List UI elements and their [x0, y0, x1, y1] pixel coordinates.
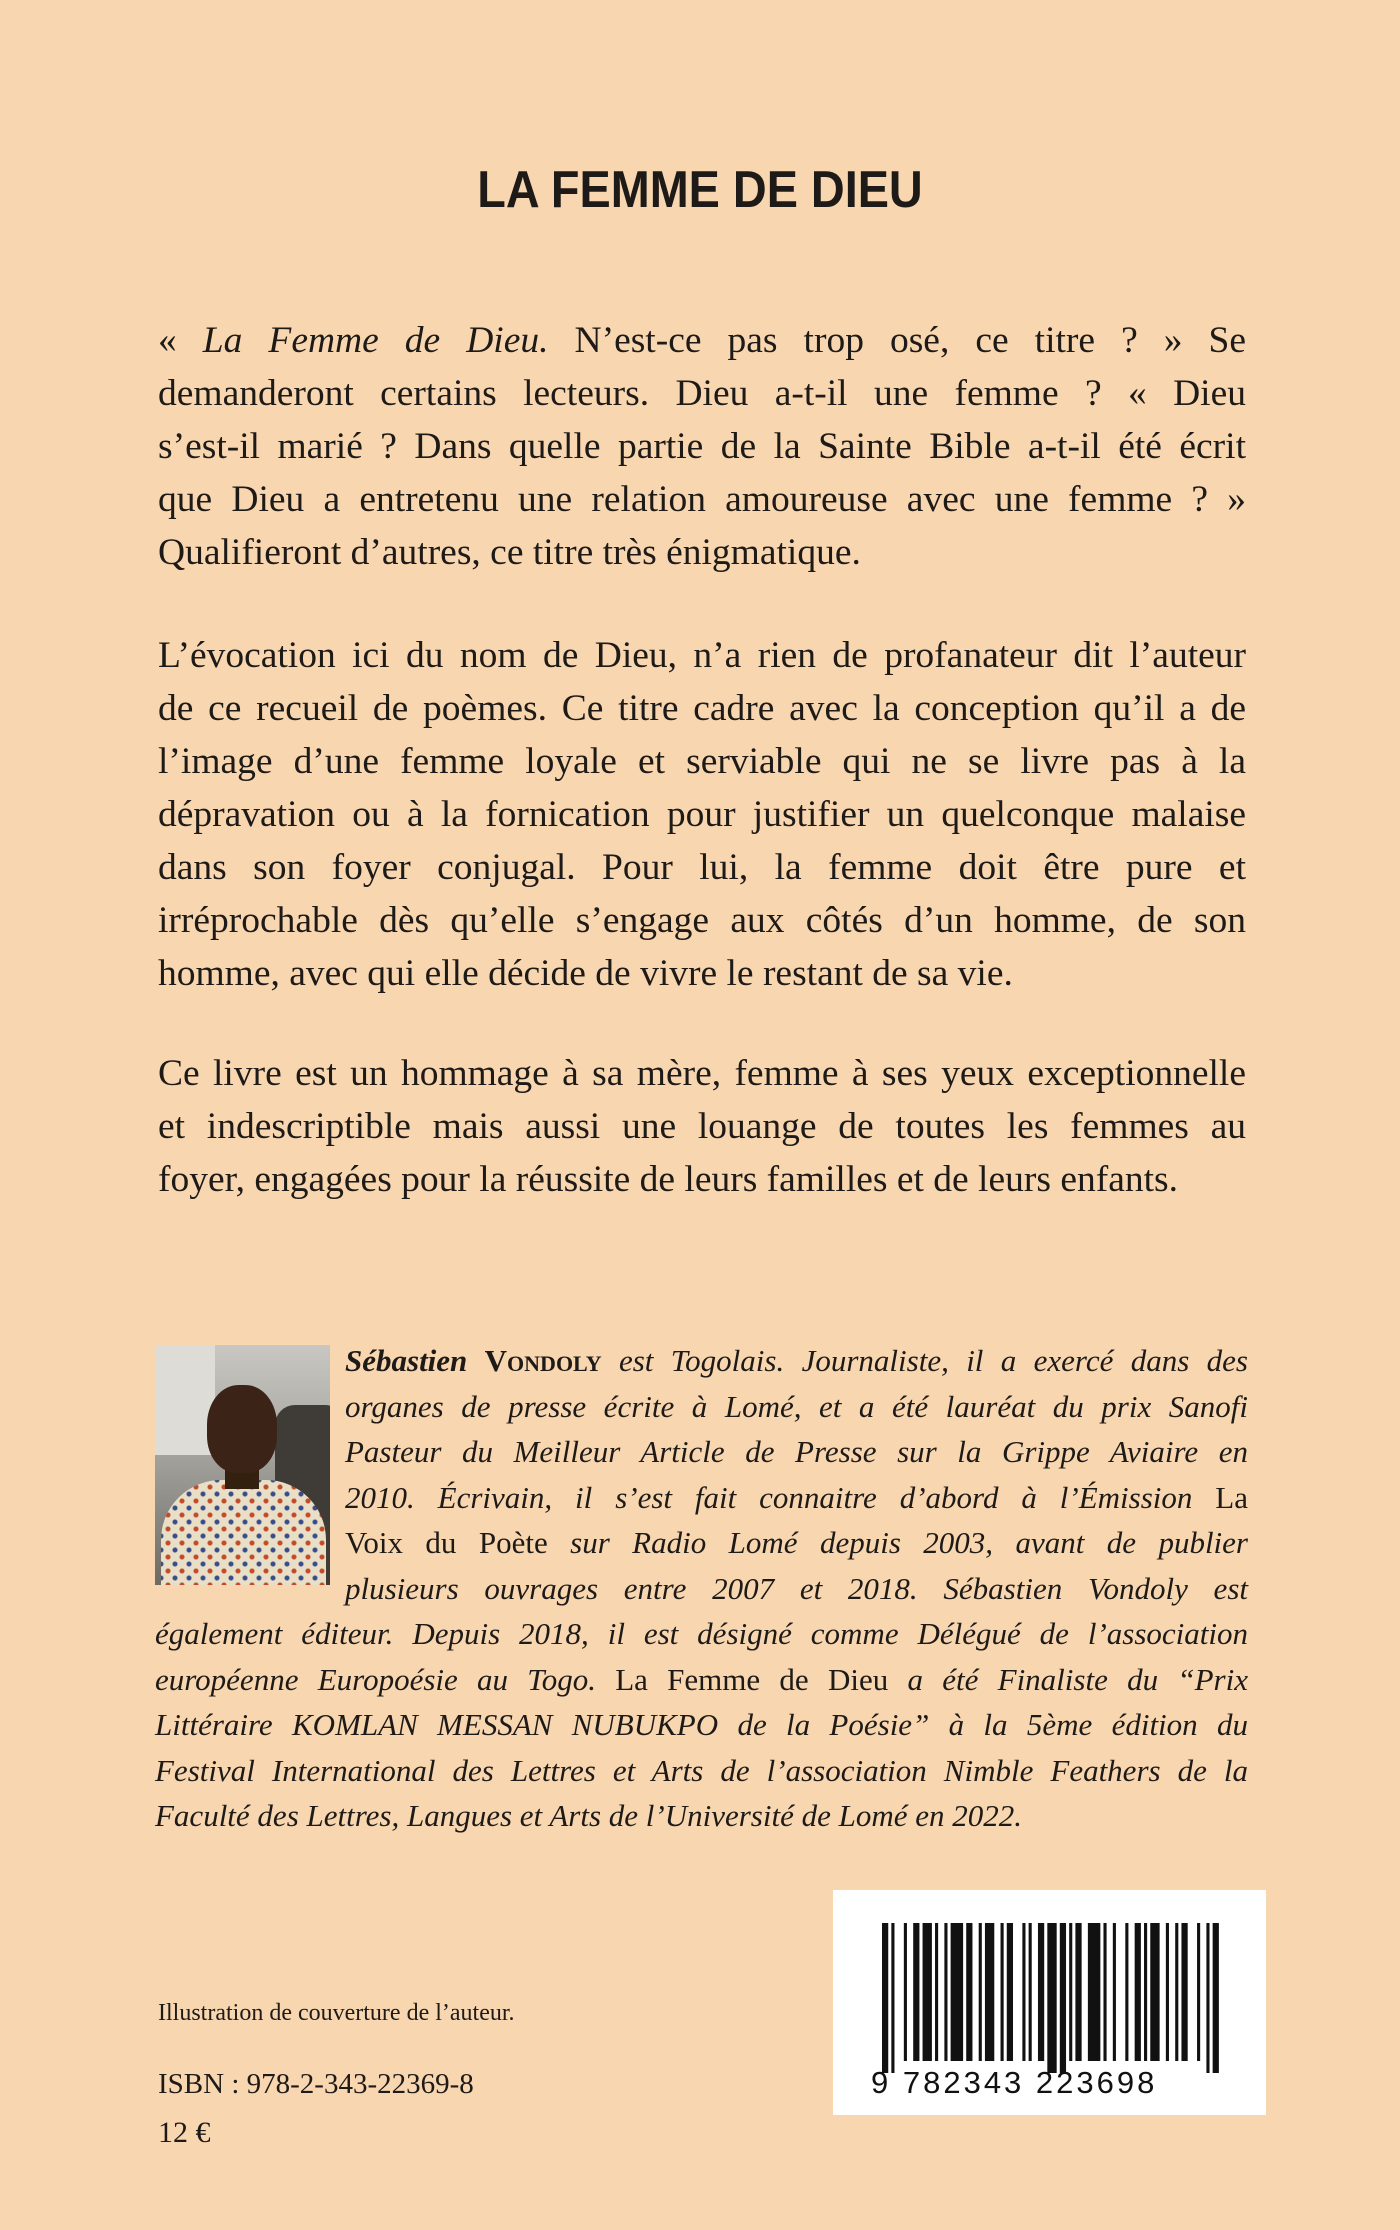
- paragraph-evocation: [158, 629, 1246, 1000]
- quote-open: «: [158, 320, 203, 361]
- cover-illustration-credit: Illustration de couverture de l’auteur.: [158, 2000, 515, 2026]
- bio-text: est Togolais. Journaliste, il a exercé dans des: [601, 1343, 1248, 1378]
- barcode-bar: [951, 1923, 963, 2061]
- barcode-digits: 9 782343 223698: [871, 2065, 1158, 2100]
- bio-line: [155, 1520, 1248, 1566]
- paragraph-hommage: [158, 1047, 1246, 1206]
- barcode-bar: [1206, 1923, 1209, 2073]
- barcode-bar: [985, 1923, 994, 2061]
- barcode-bar: [1181, 1923, 1187, 2061]
- barcode-bar: [1047, 1923, 1056, 2073]
- book-title-inline: La Femme de Dieu.: [202, 320, 549, 361]
- paragraph-line: et indescriptible mais aussi une louange de toutes les femmes au: [158, 1106, 1246, 1147]
- barcode-bar: [1007, 1923, 1013, 2061]
- bio-line: [155, 1475, 1248, 1521]
- line-rest: N’est-ce pas trop osé, ce titre ? » Se: [548, 320, 1246, 361]
- bio-text: 2010. Écrivain, il s’est fait connaitre d’abord à l’Émission: [345, 1479, 1216, 1515]
- bio-line: [155, 1657, 1248, 1703]
- barcode-bar: [913, 1923, 919, 2061]
- paragraph-line: s’est-il marié ? Dans quelle partie de la Sainte Bible a-t-il été écrit: [158, 426, 1246, 467]
- barcode-bar: [882, 1923, 888, 2073]
- paragraph-line: de ce recueil de poèmes. Ce titre cadre avec la conception qu’il a de: [158, 688, 1246, 729]
- paragraph-line: foyer, engagées pour la réussite de leurs familles et de leurs enfants.: [158, 1159, 1178, 1200]
- author-first-name: Sébastien: [345, 1343, 485, 1378]
- barcode-bar: [1213, 1923, 1219, 2073]
- bio-line: Pasteur du Meilleur Article de Presse sur la Grippe Aviaire en: [345, 1434, 1248, 1469]
- barcode-bar: [1060, 1923, 1066, 2073]
- barcode-bar: [1029, 1923, 1032, 2061]
- bio-text-roman: La Femme de Dieu: [615, 1661, 889, 1697]
- barcode-bar: [1038, 1923, 1044, 2061]
- barcode-bar: [1088, 1923, 1100, 2061]
- barcode-bar: [1075, 1923, 1081, 2061]
- barcode-bar: [944, 1923, 947, 2061]
- paragraph-line: Qualifieront d’autres, ce titre très énigmatique.: [158, 532, 861, 573]
- paragraph-line: irréprochable dès qu’elle s’engage aux côtés d’un homme, de son: [158, 900, 1246, 941]
- paragraph-line: L’évocation ici du nom de Dieu, n’a rien de profanateur dit l’auteur: [158, 635, 1246, 676]
- bio-text-roman: Voix du Poète: [345, 1525, 548, 1560]
- paragraph-intro: [158, 314, 1246, 579]
- barcode-bar: [1125, 1923, 1128, 2061]
- author-last-name: Vondoly: [484, 1343, 602, 1378]
- bio-line: également éditeur. Depuis 2018, il est désigné comme Délégué de l’association: [155, 1616, 1248, 1651]
- paragraph-line: l’image d’une femme loyale et serviable qui ne se livre pas à la: [158, 741, 1246, 782]
- barcode-bar: [1135, 1923, 1141, 2061]
- book-title: LA FEMME DE DIEU: [477, 161, 923, 219]
- barcode-bar: [1150, 1923, 1159, 2061]
- bio-line: Faculté des Lettres, Langues et Arts de l’Université de Lomé en 2022.: [155, 1798, 1023, 1833]
- paragraph-line: Ce livre est un hommage à sa mère, femme à ses yeux exceptionnelle: [158, 1053, 1246, 1094]
- paragraph-line: [158, 314, 1246, 367]
- isbn: ISBN : 978-2-343-22369-8: [158, 2068, 474, 2100]
- barcode-bar: [891, 1923, 894, 2073]
- barcode-bar: [1022, 1923, 1025, 2061]
- barcode-bar: [904, 1923, 907, 2061]
- barcode-bar: [1175, 1923, 1178, 2061]
- bio-text: européenne Europoésie au Togo.: [155, 1661, 616, 1697]
- paragraph-line: demanderont certains lecteurs. Dieu a-t-il une femme ? « Dieu: [158, 373, 1246, 414]
- barcode-bar: [1113, 1923, 1116, 2061]
- paragraph-line: dépravation ou à la fornication pour justifier un quelconque malaise: [158, 794, 1246, 835]
- paragraph-line: homme, avec qui elle décide de vivre le restant de sa vie.: [158, 953, 1013, 994]
- bio-line: Littéraire KOMLAN MESSAN NUBUKPO de la Poésie” à la 5ème édition du: [155, 1707, 1248, 1742]
- barcode-bar: [1001, 1923, 1004, 2061]
- bio-line: [155, 1338, 1248, 1384]
- barcode-bar: [923, 1923, 932, 2061]
- barcode-bar: [1069, 1923, 1072, 2061]
- author-biography: [155, 1338, 1248, 1839]
- bio-text: a été Finaliste du “Prix: [888, 1661, 1248, 1697]
- barcode-bar: [979, 1923, 982, 2061]
- barcode-bar: [966, 1923, 972, 2061]
- barcode-bar: [1197, 1923, 1200, 2061]
- barcode-bars: [882, 1923, 1222, 2073]
- bio-text-roman: La: [1215, 1479, 1248, 1515]
- barcode-bar: [1103, 1923, 1106, 2061]
- barcode: [833, 1890, 1266, 2115]
- bio-line: plusieurs ouvrages entre 2007 et 2018. Sébastien Vondoly est: [345, 1570, 1248, 1606]
- bio-line: Festival International des Lettres et Arts de l’association Nimble Feathers de la: [155, 1752, 1248, 1788]
- price: 12 €: [158, 2116, 211, 2149]
- paragraph-line: que Dieu a entretenu une relation amoureuse avec une femme ? »: [158, 479, 1246, 520]
- bio-text: sur Radio Lomé depuis 2003, avant de publier: [547, 1525, 1248, 1560]
- barcode-bar: [1166, 1923, 1169, 2061]
- barcode-bar: [1144, 1923, 1147, 2061]
- bio-line: organes de presse écrite à Lomé, et a été lauréat du prix Sanofi: [345, 1388, 1248, 1424]
- paragraph-line: dans son foyer conjugal. Pour lui, la femme doit être pure et: [158, 847, 1246, 888]
- barcode-bar: [935, 1923, 938, 2061]
